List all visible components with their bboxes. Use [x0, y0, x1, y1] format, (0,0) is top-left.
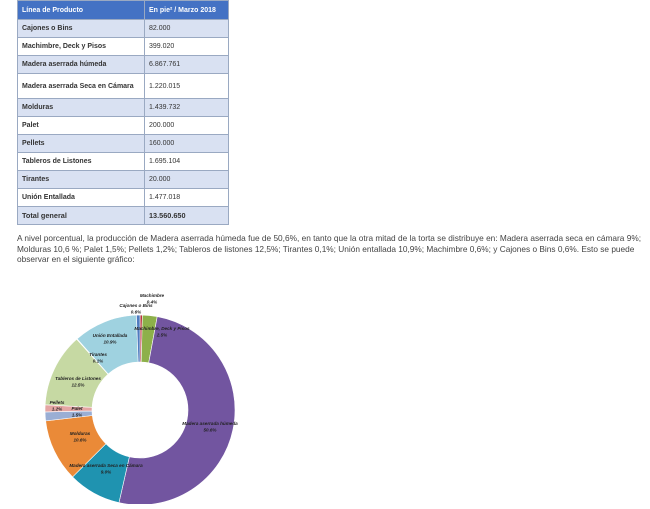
row-name: Pellets — [18, 135, 145, 153]
row-value: 399.020 — [145, 38, 229, 56]
slice-label-pellets: Pellets 1.2% — [49, 400, 65, 412]
production-table — [17, 0, 229, 225]
row-name: Tableros de Listones — [18, 153, 145, 171]
row-value: 1.477.018 — [145, 189, 229, 207]
row-name: Cajones o Bins — [18, 20, 145, 38]
row-value: 160.000 — [145, 135, 229, 153]
row-name: Molduras — [18, 99, 145, 117]
slice-label-palet: Palet 1.5% — [71, 406, 83, 418]
row-value: 200.000 — [145, 117, 229, 135]
row-value: 20.000 — [145, 171, 229, 189]
row-value: 1.220.015 — [145, 74, 229, 99]
header-volume: En pie² / Marzo 2018 — [145, 1, 229, 20]
slice-label-tableros-de-listones: Tableros de Listones 12.5% — [55, 376, 101, 388]
slice-label-madera-aserrada-seca-en-camara: Madera aserrada Seca en Cámara 9.0% — [69, 463, 143, 475]
table-row — [18, 56, 229, 74]
donut-chart-svg — [0, 280, 300, 504]
total-value: 13.560.650 — [145, 207, 229, 225]
slice-label-molduras: Molduras 10.6% — [69, 431, 91, 443]
table-row — [18, 171, 229, 189]
slice-label-machimbre-deck-y-pisos: Machimbre, Deck y Pisos 2.5% — [134, 326, 190, 338]
table-row — [18, 38, 229, 56]
row-name: Madera aserrada Seca en Cámara — [18, 74, 145, 99]
slice-label-machimbre: Machimbre 0.4% — [139, 293, 165, 305]
table-header-row — [18, 1, 229, 20]
table-row — [18, 99, 229, 117]
slice-label-cajones-o-bins: Cajones o Bins 0.6% — [119, 303, 153, 315]
row-value: 1.439.732 — [145, 99, 229, 117]
row-name: Tirantes — [18, 171, 145, 189]
table-row — [18, 153, 229, 171]
table-total-row — [18, 207, 229, 225]
row-name: Unión Entallada — [18, 189, 145, 207]
row-name: Machimbre, Deck y Pisos — [18, 38, 145, 56]
description-paragraph: A nivel porcentual, la producción de Madera aserrada húmeda fue de 50,6%, en tanto que la otra mitad de la torta se distribuye en: Madera aserrada seca en cámara 9%; Molduras 10,6 %; Palet 1,5%; Pellets 1,2%; Tableros de listones 12,5%; Tirantes 0,1%; Unión entallada 10,9%; Machimbre 0,6%; y Cajones o Bins 0,6%. Esto se puede observar en el siguiente gráfico: — [17, 233, 642, 265]
slice-label-tirantes: Tirantes 0.1% — [89, 352, 107, 364]
row-value: 6.867.761 — [145, 56, 229, 74]
total-name: Total general — [18, 207, 145, 225]
table-row — [18, 20, 229, 38]
slice-label-union-entallada: Unión Entallada 10.9% — [92, 333, 128, 345]
table-row — [18, 135, 229, 153]
table-row — [18, 117, 229, 135]
slice-label-madera-aserrada-humeda: Madera aserrada húmeda 50.6% — [182, 421, 238, 433]
row-name: Madera aserrada húmeda — [18, 56, 145, 74]
header-product-line: Línea de Producto — [18, 1, 145, 20]
table-row — [18, 74, 229, 99]
row-name: Palet — [18, 117, 145, 135]
table-row — [18, 189, 229, 207]
row-value: 82.000 — [145, 20, 229, 38]
donut-chart — [0, 280, 300, 504]
row-value: 1.695.104 — [145, 153, 229, 171]
